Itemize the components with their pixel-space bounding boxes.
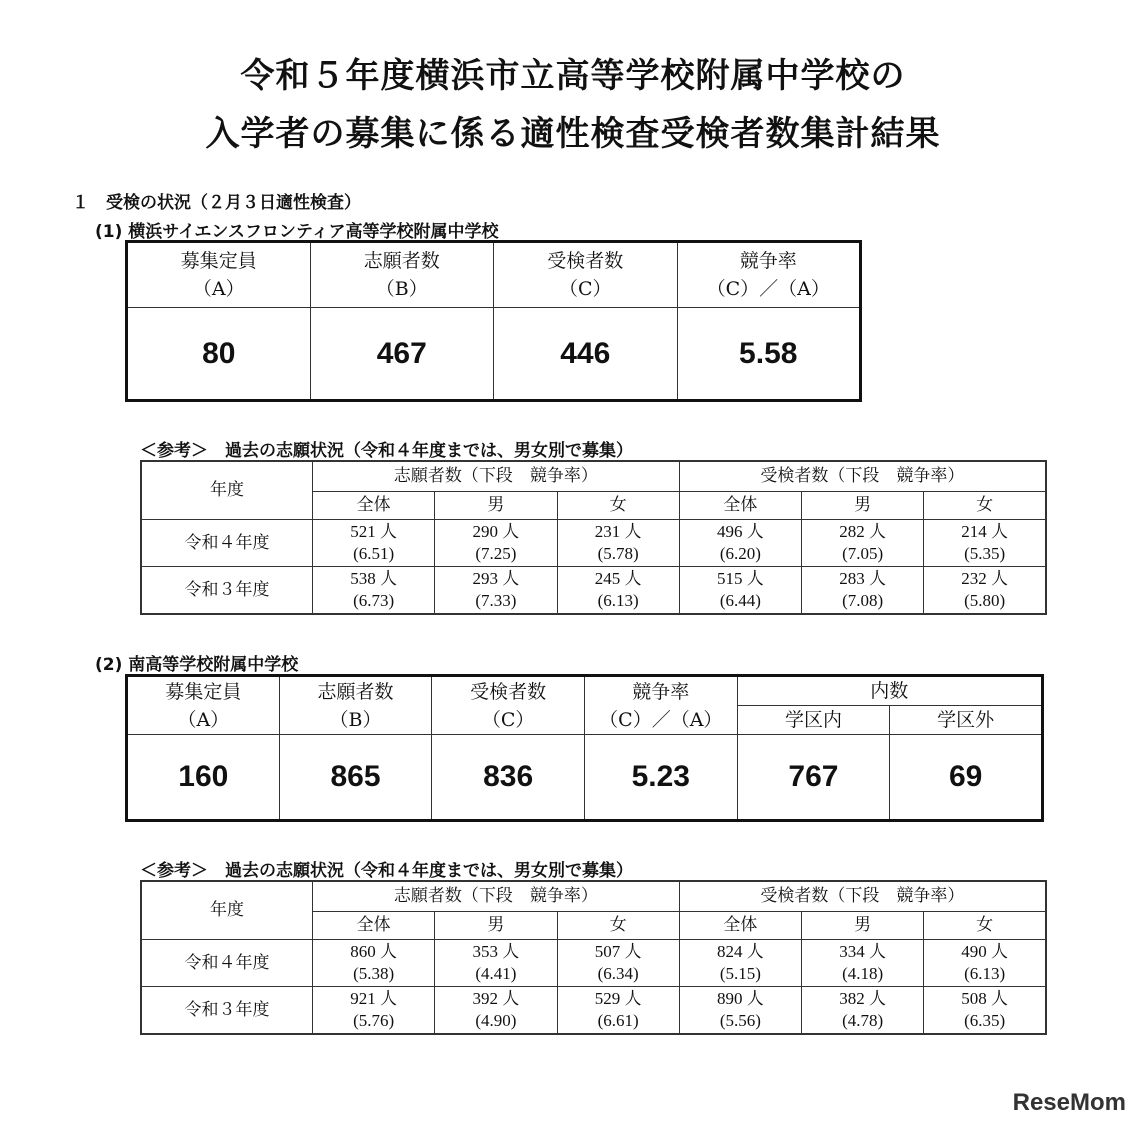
- cell-text: 767: [788, 760, 839, 793]
- applicants-header: [313, 881, 680, 911]
- data-cell: [435, 519, 557, 566]
- applicants-header: [313, 461, 680, 491]
- cell-text: （C）: [558, 278, 612, 300]
- cell-text: （C）: [481, 708, 535, 731]
- cell-text: 令和４年度: [184, 532, 270, 552]
- data-cell: [557, 986, 679, 1034]
- cell-text: 令和３年度: [184, 999, 270, 1019]
- cell-text: (6.44): [719, 590, 761, 610]
- cell-text: (7.33): [475, 590, 517, 610]
- cell-text: 募集定員: [165, 680, 242, 703]
- cell-text: 女: [609, 915, 627, 934]
- cell-text: 受検者数: [470, 680, 547, 703]
- cell-text: 全体: [356, 495, 391, 514]
- school2-summary-table: [125, 674, 1044, 822]
- column-header: [679, 911, 801, 939]
- cell-text: 全体: [723, 915, 758, 934]
- cell-text: (7.05): [842, 543, 884, 563]
- data-cell: [802, 986, 924, 1034]
- cell-text: 865: [330, 760, 381, 793]
- cell-text: (6.51): [353, 543, 395, 563]
- cell-text: 女: [976, 495, 994, 514]
- cell-text: 80: [202, 336, 236, 370]
- data-cell: [313, 986, 435, 1034]
- cell-text: 446: [560, 336, 611, 370]
- data-cell: [802, 566, 924, 614]
- data-cell: [924, 519, 1046, 566]
- cell-text: 5.58: [739, 336, 798, 370]
- cell-text: 353 人: [472, 941, 520, 961]
- value-cell: [432, 735, 585, 821]
- cell-text: (5.35): [964, 543, 1006, 563]
- cell-text: 214 人: [961, 521, 1008, 541]
- data-cell: [313, 519, 435, 566]
- cell-text: 490 人: [961, 941, 1008, 961]
- value-cell: [494, 308, 678, 401]
- cell-text: 334 人: [839, 941, 886, 961]
- cell-text: 女: [609, 495, 627, 514]
- school1-heading: (1) 横浜サイエンスフロンティア高等学校附属中学校: [95, 222, 499, 242]
- cell-text: 全体: [356, 915, 391, 934]
- cell-text: 受検者数（下段 競争率）: [760, 886, 965, 906]
- data-cell: [802, 519, 924, 566]
- cell-text: (5.15): [719, 963, 761, 983]
- cell-text: 女: [976, 915, 994, 934]
- cell-text: 836: [483, 760, 534, 793]
- cell-text: 282 人: [839, 521, 886, 541]
- school2-heading: (2) 南高等学校附属中学校: [95, 655, 299, 675]
- data-cell: [679, 566, 801, 614]
- cell-text: （A）: [192, 278, 245, 300]
- year-cell: [141, 939, 313, 986]
- cell-text: 824 人: [717, 941, 764, 961]
- data-cell: [557, 939, 679, 986]
- column-header: [435, 491, 557, 519]
- data-cell: [557, 566, 679, 614]
- data-cell: [679, 986, 801, 1034]
- year-header: [141, 881, 313, 939]
- section-heading: １ 受検の状況（２月３日適性検査）: [72, 193, 361, 213]
- data-cell: [924, 566, 1046, 614]
- cell-text: 年度: [210, 480, 244, 500]
- cell-text: （C）／（A）: [599, 708, 723, 731]
- ref1-heading: ＜参考＞ 過去の志願状況（令和４年度までは、男女別で募集）: [140, 441, 633, 461]
- sub-header: [737, 706, 890, 735]
- value-cell: [890, 735, 1043, 821]
- cell-text: 283 人: [839, 568, 886, 588]
- data-cell: [435, 939, 557, 986]
- data-cell: [924, 986, 1046, 1034]
- column-header: [802, 491, 924, 519]
- header-cell: [584, 676, 737, 735]
- cell-text: 学区外: [937, 709, 995, 731]
- column-header: [557, 491, 679, 519]
- cell-text: (4.90): [475, 1010, 517, 1030]
- cell-text: (5.80): [964, 590, 1006, 610]
- data-cell: [435, 566, 557, 614]
- breakdown-header: [737, 676, 1042, 706]
- cell-text: (6.35): [964, 1010, 1006, 1030]
- cell-text: 受検者数: [547, 250, 624, 272]
- table-row: [141, 986, 1046, 1034]
- value-cell: [279, 735, 432, 821]
- cell-text: 392 人: [472, 988, 520, 1008]
- header-cell: [127, 676, 280, 735]
- cell-text: 921 人: [350, 988, 397, 1008]
- cell-text: 245 人: [594, 568, 642, 588]
- cell-text: (4.41): [475, 963, 517, 983]
- cell-text: (5.56): [719, 1010, 761, 1030]
- year-cell: [141, 519, 313, 566]
- column-header: [435, 911, 557, 939]
- examinees-header: [679, 881, 1046, 911]
- cell-text: 令和４年度: [184, 952, 270, 972]
- sub-header: [890, 706, 1043, 735]
- cell-text: 160: [178, 760, 229, 793]
- cell-text: (6.13): [597, 590, 639, 610]
- table-row: [141, 566, 1046, 614]
- column-header: [924, 491, 1046, 519]
- cell-text: 男: [854, 495, 872, 514]
- cell-text: 志願者数（下段 競争率）: [393, 886, 598, 906]
- cell-text: 競争率: [739, 250, 797, 272]
- cell-text: 515 人: [717, 568, 764, 588]
- year-header: [141, 461, 313, 519]
- header-cell: [279, 676, 432, 735]
- cell-text: 年度: [210, 900, 244, 920]
- cell-text: 男: [487, 915, 505, 934]
- header-cell: [432, 676, 585, 735]
- table-row: [141, 939, 1046, 986]
- cell-text: (6.20): [719, 543, 761, 563]
- column-header: [557, 911, 679, 939]
- cell-text: (7.25): [475, 543, 517, 563]
- cell-text: 521 人: [350, 521, 397, 541]
- column-header: [802, 911, 924, 939]
- title-line-2: 入学者の募集に係る適性検査受検者数集計結果: [205, 114, 941, 154]
- cell-text: 293 人: [472, 568, 520, 588]
- cell-text: 募集定員: [180, 250, 257, 272]
- table-row: [141, 519, 1046, 566]
- cell-text: 5.23: [631, 760, 690, 793]
- cell-text: 男: [487, 495, 505, 514]
- value-cell: [127, 735, 280, 821]
- cell-text: (5.38): [353, 963, 395, 983]
- cell-text: (5.78): [597, 543, 639, 563]
- cell-text: 290 人: [472, 521, 520, 541]
- data-cell: [313, 566, 435, 614]
- header-cell: [677, 242, 861, 308]
- cell-text: （A）: [177, 708, 230, 731]
- cell-text: 231 人: [594, 521, 642, 541]
- cell-text: (6.61): [597, 1010, 639, 1030]
- column-header: [679, 491, 801, 519]
- cell-text: 232 人: [961, 568, 1008, 588]
- data-cell: [802, 939, 924, 986]
- data-cell: [557, 519, 679, 566]
- ref1-table: [140, 460, 1047, 615]
- school1-summary-table: [125, 240, 862, 402]
- cell-text: 内数: [870, 680, 909, 702]
- data-cell: [435, 986, 557, 1034]
- column-header: [313, 491, 435, 519]
- value-cell: [737, 735, 890, 821]
- cell-text: 890 人: [717, 988, 764, 1008]
- cell-text: 受検者数（下段 競争率）: [760, 466, 965, 486]
- cell-text: 志願者数: [317, 680, 394, 703]
- header-cell: [310, 242, 494, 308]
- column-header: [313, 911, 435, 939]
- column-header: [924, 911, 1046, 939]
- cell-text: 男: [854, 915, 872, 934]
- cell-text: （B）: [375, 278, 428, 300]
- cell-text: (6.34): [597, 963, 639, 983]
- year-cell: [141, 566, 313, 614]
- cell-text: （B）: [329, 708, 382, 731]
- examinees-header: [679, 461, 1046, 491]
- data-cell: [679, 939, 801, 986]
- ref2-heading: ＜参考＞ 過去の志願状況（令和４年度までは、男女別で募集）: [140, 861, 633, 881]
- ref2-table: [140, 880, 1047, 1035]
- resemom-logo: ReseMom: [1012, 1089, 1126, 1116]
- cell-text: 467: [376, 336, 427, 370]
- value-cell: [584, 735, 737, 821]
- cell-text: 529 人: [594, 988, 642, 1008]
- cell-text: (7.08): [842, 590, 884, 610]
- cell-text: 860 人: [350, 941, 397, 961]
- cell-text: 学区内: [784, 709, 842, 731]
- value-cell: [127, 308, 311, 401]
- header-cell: [127, 242, 311, 308]
- data-cell: [313, 939, 435, 986]
- cell-text: (5.76): [353, 1010, 395, 1030]
- cell-text: 志願者数: [363, 250, 440, 272]
- cell-text: 69: [948, 760, 983, 793]
- cell-text: (6.13): [964, 963, 1006, 983]
- cell-text: 全体: [723, 495, 758, 514]
- data-cell: [679, 519, 801, 566]
- value-cell: [677, 308, 861, 401]
- cell-text: 507 人: [594, 941, 642, 961]
- cell-text: 508 人: [961, 988, 1008, 1008]
- cell-text: 538 人: [350, 568, 397, 588]
- cell-text: 競争率: [632, 680, 690, 703]
- cell-text: (4.78): [842, 1010, 884, 1030]
- cell-text: 382 人: [839, 988, 886, 1008]
- title-line-1: 令和５年度横浜市立高等学校附属中学校の: [240, 56, 906, 96]
- cell-text: 令和３年度: [184, 579, 270, 599]
- data-cell: [924, 939, 1046, 986]
- cell-text: (6.73): [353, 590, 395, 610]
- value-cell: [310, 308, 494, 401]
- cell-text: （C）／（A）: [706, 278, 830, 300]
- cell-text: 496 人: [717, 521, 764, 541]
- cell-text: (4.18): [842, 963, 884, 983]
- year-cell: [141, 986, 313, 1034]
- cell-text: 志願者数（下段 競争率）: [393, 466, 598, 486]
- header-cell: [494, 242, 678, 308]
